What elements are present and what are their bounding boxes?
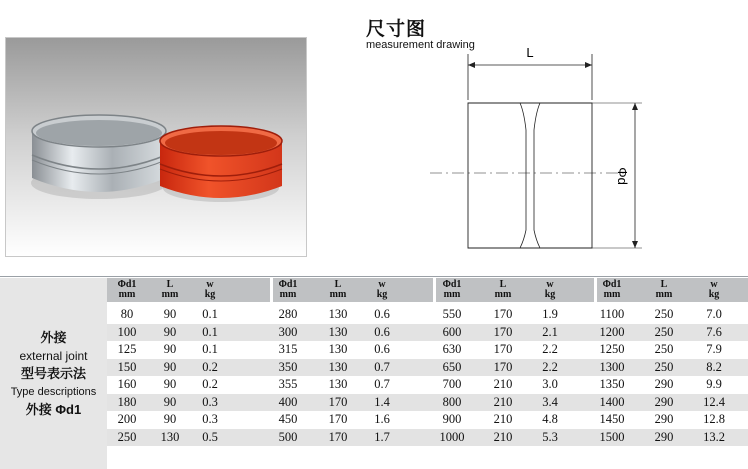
header-d-2 <box>268 280 308 300</box>
diameter-cell: 315 <box>278 342 298 356</box>
length-cell: 250 <box>654 342 674 356</box>
weight-cell: 1.6 <box>374 412 390 426</box>
header-label: L <box>166 279 174 290</box>
weight-cell: 0.1 <box>202 324 218 339</box>
length-cell: 250 <box>654 324 674 339</box>
weight-cell: 0.6 <box>374 324 390 339</box>
weight-cell: 5.3 <box>542 429 558 444</box>
diameter-cell: 355 <box>278 377 298 391</box>
diameter-cell: 180 <box>117 394 137 409</box>
header-unit: mm <box>603 289 621 300</box>
length-cell: 170 <box>493 359 513 374</box>
product-name-cn: 外接 <box>40 329 67 345</box>
length-cell: 130 <box>328 359 348 374</box>
header-w-1 <box>190 280 230 300</box>
header-d-4 <box>592 280 632 300</box>
header-label: w <box>710 279 718 290</box>
length-cell: 170 <box>328 429 348 444</box>
header-unit: mm <box>655 289 673 300</box>
weight-cell: 0.3 <box>202 394 218 409</box>
weight-cell: 0.3 <box>202 412 218 426</box>
header-l-2 <box>318 280 358 300</box>
diameter-cell: 1250 <box>599 342 625 356</box>
header-unit: kg <box>544 289 556 300</box>
length-cell: 250 <box>654 307 674 321</box>
length-cell: 90 <box>163 412 177 426</box>
header-unit: mm <box>443 289 461 300</box>
header-label: Φd1 <box>117 279 137 290</box>
length-label: L <box>526 45 534 60</box>
length-cell: 170 <box>493 307 513 321</box>
length-cell: 130 <box>328 377 348 391</box>
header-unit: kg <box>708 289 720 300</box>
weight-cell: 0.7 <box>374 359 390 374</box>
header-label: Φd1 <box>442 279 462 290</box>
weight-cell: 0.7 <box>374 377 390 391</box>
diameter-cell: 200 <box>117 412 137 426</box>
header-unit: mm <box>279 289 297 300</box>
header-label: Φd1 <box>278 279 298 290</box>
type-description-cn: 型号表示法 <box>20 365 86 381</box>
diameter-cell: 1000 <box>439 429 465 444</box>
header-label: Φd1 <box>602 279 622 290</box>
weight-cell: 1.7 <box>374 429 390 444</box>
weight-cell: 0.6 <box>374 342 390 356</box>
weight-cell: 12.8 <box>703 412 725 426</box>
diameter-label: Φd <box>615 167 630 185</box>
length-cell: 290 <box>654 429 674 444</box>
header-label: L <box>660 279 668 290</box>
diameter-cell: 650 <box>442 359 462 374</box>
header-unit: mm <box>118 289 136 300</box>
header-unit: mm <box>494 289 512 300</box>
weight-cell: 7.0 <box>706 307 722 321</box>
weight-cell: 8.2 <box>706 359 722 374</box>
weight-cell: 0.2 <box>202 377 218 391</box>
diameter-cell: 280 <box>278 307 298 321</box>
length-cell: 210 <box>493 412 513 426</box>
measurement-drawing <box>420 40 660 260</box>
header-label: L <box>334 279 342 290</box>
header-l-3 <box>483 280 523 300</box>
weight-cell: 0.2 <box>202 359 218 374</box>
length-cell: 290 <box>654 377 674 391</box>
diameter-cell: 100 <box>117 324 137 339</box>
weight-cell: 0.1 <box>202 342 218 356</box>
length-cell: 130 <box>328 342 348 356</box>
header-unit: kg <box>204 289 216 300</box>
header-label: w <box>206 279 214 290</box>
weight-cell: 12.4 <box>703 394 725 409</box>
diameter-cell: 1400 <box>599 394 625 409</box>
diameter-cell: 600 <box>442 324 462 339</box>
diameter-cell: 1300 <box>599 359 625 374</box>
type-code: 外接 Φd1 <box>25 401 82 417</box>
length-cell: 170 <box>328 412 348 426</box>
length-cell: 130 <box>328 324 348 339</box>
weight-cell: 13.2 <box>703 429 725 444</box>
diameter-cell: 800 <box>442 394 462 409</box>
weight-cell: 2.1 <box>542 324 558 339</box>
header-l-4 <box>644 280 684 300</box>
weight-cell: 0.5 <box>202 429 218 444</box>
length-cell: 170 <box>328 394 348 409</box>
diameter-cell: 1100 <box>599 307 625 321</box>
length-cell: 210 <box>493 429 513 444</box>
diameter-cell: 450 <box>278 412 298 426</box>
header-l-1 <box>150 280 190 300</box>
table-top-rule <box>0 276 748 277</box>
product-name-en: external joint <box>19 348 88 363</box>
diameter-cell: 500 <box>278 429 298 444</box>
weight-cell: 0.1 <box>202 307 218 321</box>
length-cell: 290 <box>654 394 674 409</box>
weight-cell: 2.2 <box>542 342 558 356</box>
header-unit: mm <box>161 289 179 300</box>
type-description-panel <box>0 278 107 469</box>
diameter-cell: 125 <box>117 342 137 356</box>
length-cell: 170 <box>493 324 513 339</box>
weight-cell: 7.6 <box>706 324 722 339</box>
weight-cell: 3.4 <box>542 394 558 409</box>
diameter-cell: 700 <box>442 377 462 391</box>
diameter-cell: 160 <box>117 377 137 391</box>
length-cell: 90 <box>163 307 177 321</box>
header-d-3 <box>432 280 472 300</box>
length-cell: 210 <box>493 394 513 409</box>
diameter-cell: 250 <box>117 429 137 444</box>
diameter-cell: 80 <box>120 307 134 321</box>
type-description-en: Type descriptions <box>10 385 97 398</box>
diameter-cell: 1350 <box>599 377 625 391</box>
diameter-cell: 1500 <box>599 429 625 444</box>
length-cell: 130 <box>160 429 180 444</box>
length-cell: 90 <box>163 377 177 391</box>
drawing-title-cn: 尺寸图 <box>366 19 427 40</box>
header-w-4 <box>694 280 734 300</box>
header-d-1 <box>107 280 147 300</box>
weight-cell: 2.2 <box>542 359 558 374</box>
length-cell: 90 <box>163 342 177 356</box>
header-label: L <box>499 279 507 290</box>
diameter-cell: 150 <box>117 359 137 374</box>
header-unit: kg <box>376 289 388 300</box>
duct-joints-image <box>6 38 306 256</box>
drawing-title-en: measurement drawing <box>366 39 475 51</box>
length-cell: 290 <box>654 412 674 426</box>
diameter-cell: 1450 <box>599 412 625 426</box>
diameter-cell: 300 <box>278 324 298 339</box>
length-cell: 130 <box>328 307 348 321</box>
header-w-3 <box>530 280 570 300</box>
weight-cell: 4.8 <box>542 412 558 426</box>
length-cell: 90 <box>163 394 177 409</box>
header-unit: mm <box>329 289 347 300</box>
product-photo <box>5 37 307 257</box>
length-cell: 90 <box>163 324 177 339</box>
header-w-2 <box>362 280 402 300</box>
diameter-cell: 1200 <box>599 324 625 339</box>
diameter-cell: 630 <box>442 342 462 356</box>
length-cell: 250 <box>654 359 674 374</box>
weight-cell: 3.0 <box>542 377 558 391</box>
header-label: w <box>546 279 554 290</box>
diameter-cell: 350 <box>278 359 298 374</box>
weight-cell: 1.9 <box>542 307 558 321</box>
length-cell: 90 <box>163 359 177 374</box>
header-label: w <box>378 279 386 290</box>
weight-cell: 0.6 <box>374 307 390 321</box>
diameter-cell: 400 <box>278 394 298 409</box>
length-cell: 210 <box>493 377 513 391</box>
diameter-cell: 900 <box>442 412 462 426</box>
length-cell: 170 <box>493 342 513 356</box>
weight-cell: 1.4 <box>374 394 390 409</box>
weight-cell: 9.9 <box>706 377 722 391</box>
weight-cell: 7.9 <box>706 342 722 356</box>
diameter-cell: 550 <box>442 307 462 321</box>
